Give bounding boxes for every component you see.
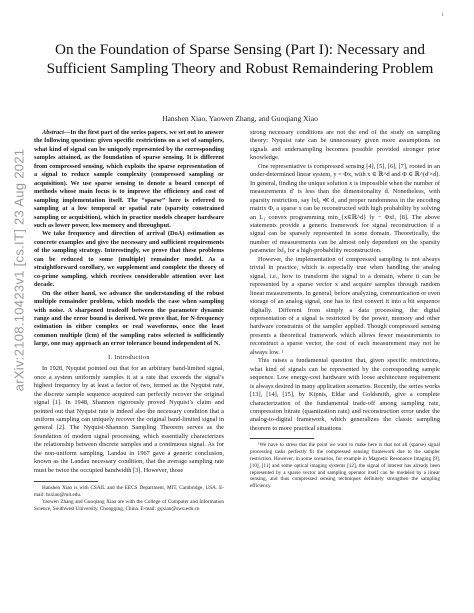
abstract-paragraph: On the other hand, we advance the understanding of the robust multiple remainder problem, which models the case when sampling with noise. A sharpened tradeoff between the parameter dynamic range and the error bound is derived. We prove that, for N-frequency estimation in either complex or real waveforms, once the least common multiple (lcm) of the sampling rates selected is sufficiently large, one may approach an error tolerance bound independent of N. — [34, 289, 224, 348]
page-number: 1 — [441, 13, 444, 18]
abstract-paragraph: We take frequency and direction of arrival (DoA) estimation as concrete examples and give the necessary and sufficient requirements of the sampling strategy. Interestingly, we prove that these problems can be reduced to some (multiple) remainder model. As a straightforward corollary, we supplement and complete the theory of co-prime sampling, which receives considerable attention over last decade. — [34, 230, 224, 289]
paper-title: On the Foundation of Sparse Sensing (Part I): Necessary and Sufficient Sampling Theory and Robust Remaindering Problem — [46, 41, 434, 77]
body-paragraph: This raises a fundamental question that, given specific restrictions, what kind of signals can be represented by the corresponding sample sequence. Low energy-cost hardware with loose architecture requirement is always desired in many application scenarios. Recently, the series works [13], [14], [15], by Kipnis, Eldar and Goldsmith, give a complete characterization of the fundamental trade-off among sampling rate, compression bitrate (quantization rate) and reconstruction error under the analog-to-digital framework, which generalizes the classic sampling theorem to more practical situations. — [250, 357, 440, 432]
author-footnote: Hanshen Xiao is with CSAIL and the EECS Department, MIT, Cambridge, USA. E-mail: hsxiao@mit.edu. — [34, 485, 224, 498]
left-column — [34, 129, 224, 512]
abstract — [34, 129, 224, 349]
body-paragraph: However, the implementation of compressed sampling is not always trivial in practice, which is especially true when handling the analog signal, i.e., how to transform the signal to a domain, where it can be represented by a sparse vector x and acquire samples through random linear measurements. In general, before analyzing, communication or even storage of an analog signal, one has to first convert it into a bit sequence digitally. Different from simply a data processing, the digital representation of a signal is restricted by the power, memory and other hardware constraints of the sampler applied. Though compressed sensing presents a theoretical framework which allows fewer measurements to reconstruct a sparse vector, the cost of each measurement may not be always low. ¹ — [250, 255, 440, 356]
author-list: Hanshen Xiao, Yaowen Zhang, and Guoqiang Xiao — [162, 114, 318, 123]
intro-paragraph: In 1928, Nyquist pointed out that for an arbitrary band-limited signal, once a system uniformly samples it at a rate that exceeds the signal’s highest frequency by at least a factor of two, termed as the Nyquist rate, the discrete sample sequence acquired can perfectly recover the original signal [1]. In 1948, Shannon rigorously proved Nyquist’s claim and pointed out that Nyquist rate is indeed also the necessary condition that a uniform sampling can uniquely recover the original band-limited signal in general [2]. The Nyquist-Shannon Sampling Theorem serves as the foundation of modern signal processing, which essentially characterizes the relationship between discrete samples and a continuous signal. As for the non-uniform sampling, Landau in 1967 gave a generic conclusion, known as the Landau necessary condition, that the average sampling rate must be twice the occupied bandwidth [3]. However, those — [34, 365, 224, 474]
arxiv-identifier — [10, 60, 28, 480]
body-paragraph: strong necessary conditions are not the end of the study on sampling theory: Nyquist rate can be unnecessary given more assumptions on signals and undersampling becomes possible provided stronger prior knowledge. — [250, 129, 440, 162]
footnote-divider — [34, 481, 98, 482]
author-footnote: Yaowen Zhang and Guoqiang Xiao are with the College of Computer and Information Science, Southwest University, Chongqing, China. E-mail: gqxiao@swu.edu.cn — [34, 498, 224, 512]
abstract-paragraph: Abstract—In the first part of the series papers, we set out to answer the following question: given specific restrictions on a set of samplers, what kind of signal can be uniquely represented by the corresponding samples attained, as the foundation of sparse sensing. It is different from compressed sensing, which exploits the sparse representation of a signal to reduce sample complexity (compressed sampling or acquisition). We use sparse sensing to denote a board concept of methods whose main focus is to improve the efficiency and cost of sampling implementation itself. The “sparse” here is referred to sampling at a low temporal or spatial rate (sparsity constrained sampling or acquisition), which in practice models cheaper hardware such as lower power, less memory and throughput. — [34, 129, 224, 229]
footnote-divider — [250, 438, 314, 439]
right-column — [250, 129, 440, 490]
body-paragraph: One representative is compressed sensing [4], [5], [6], [7], rooted in an under-determined linear system, y = Φx, with x ∈ ℝ^d and Φ ∈ ℝ^(d′×d). In general, finding the unique solution x is impossible when the number of measurements d′ is less than the dimensionality d. Nonetheless, with sparsity restriction, say ‖x‖₀ ≪ d, and proper randomness in the encoding matrix Φ, a sparse x can be reconstructed with high probability by solving an L₁ convex programming min_{x∈ℝ^d} ‖y − Φx‖₁ [8]. The above statements provide a generic framework for signal reconstruction if a signal can be sparsely represented in some domain. Theoretically, the number of measurements can be almost only dependent on the sparsity parameter ‖x‖₀ for a high-probability reconstruction. — [250, 162, 440, 255]
arxiv-id-text: arXiv:2108.10423v1 [cs.IT] 23 Aug 2021 — [11, 148, 27, 392]
footnote: ¹We have to stress that the point we want to make here is that not all (sparse) signal processing tasks perfectly fit the compressed sensing framework due to the sampler restriction. However, in some scenarios, for example in Magnetic Resonance Imaging [9], [10], [11] and some optical imaging systems [12], the signal of interest has already been represented by a sparse vector and sampling operator itself can be modeled by a linear sensing, and thus compressed sensing techniques definitely strengthen the sampling efficiency. — [250, 442, 440, 490]
section-heading: I. Introduction — [108, 353, 150, 361]
